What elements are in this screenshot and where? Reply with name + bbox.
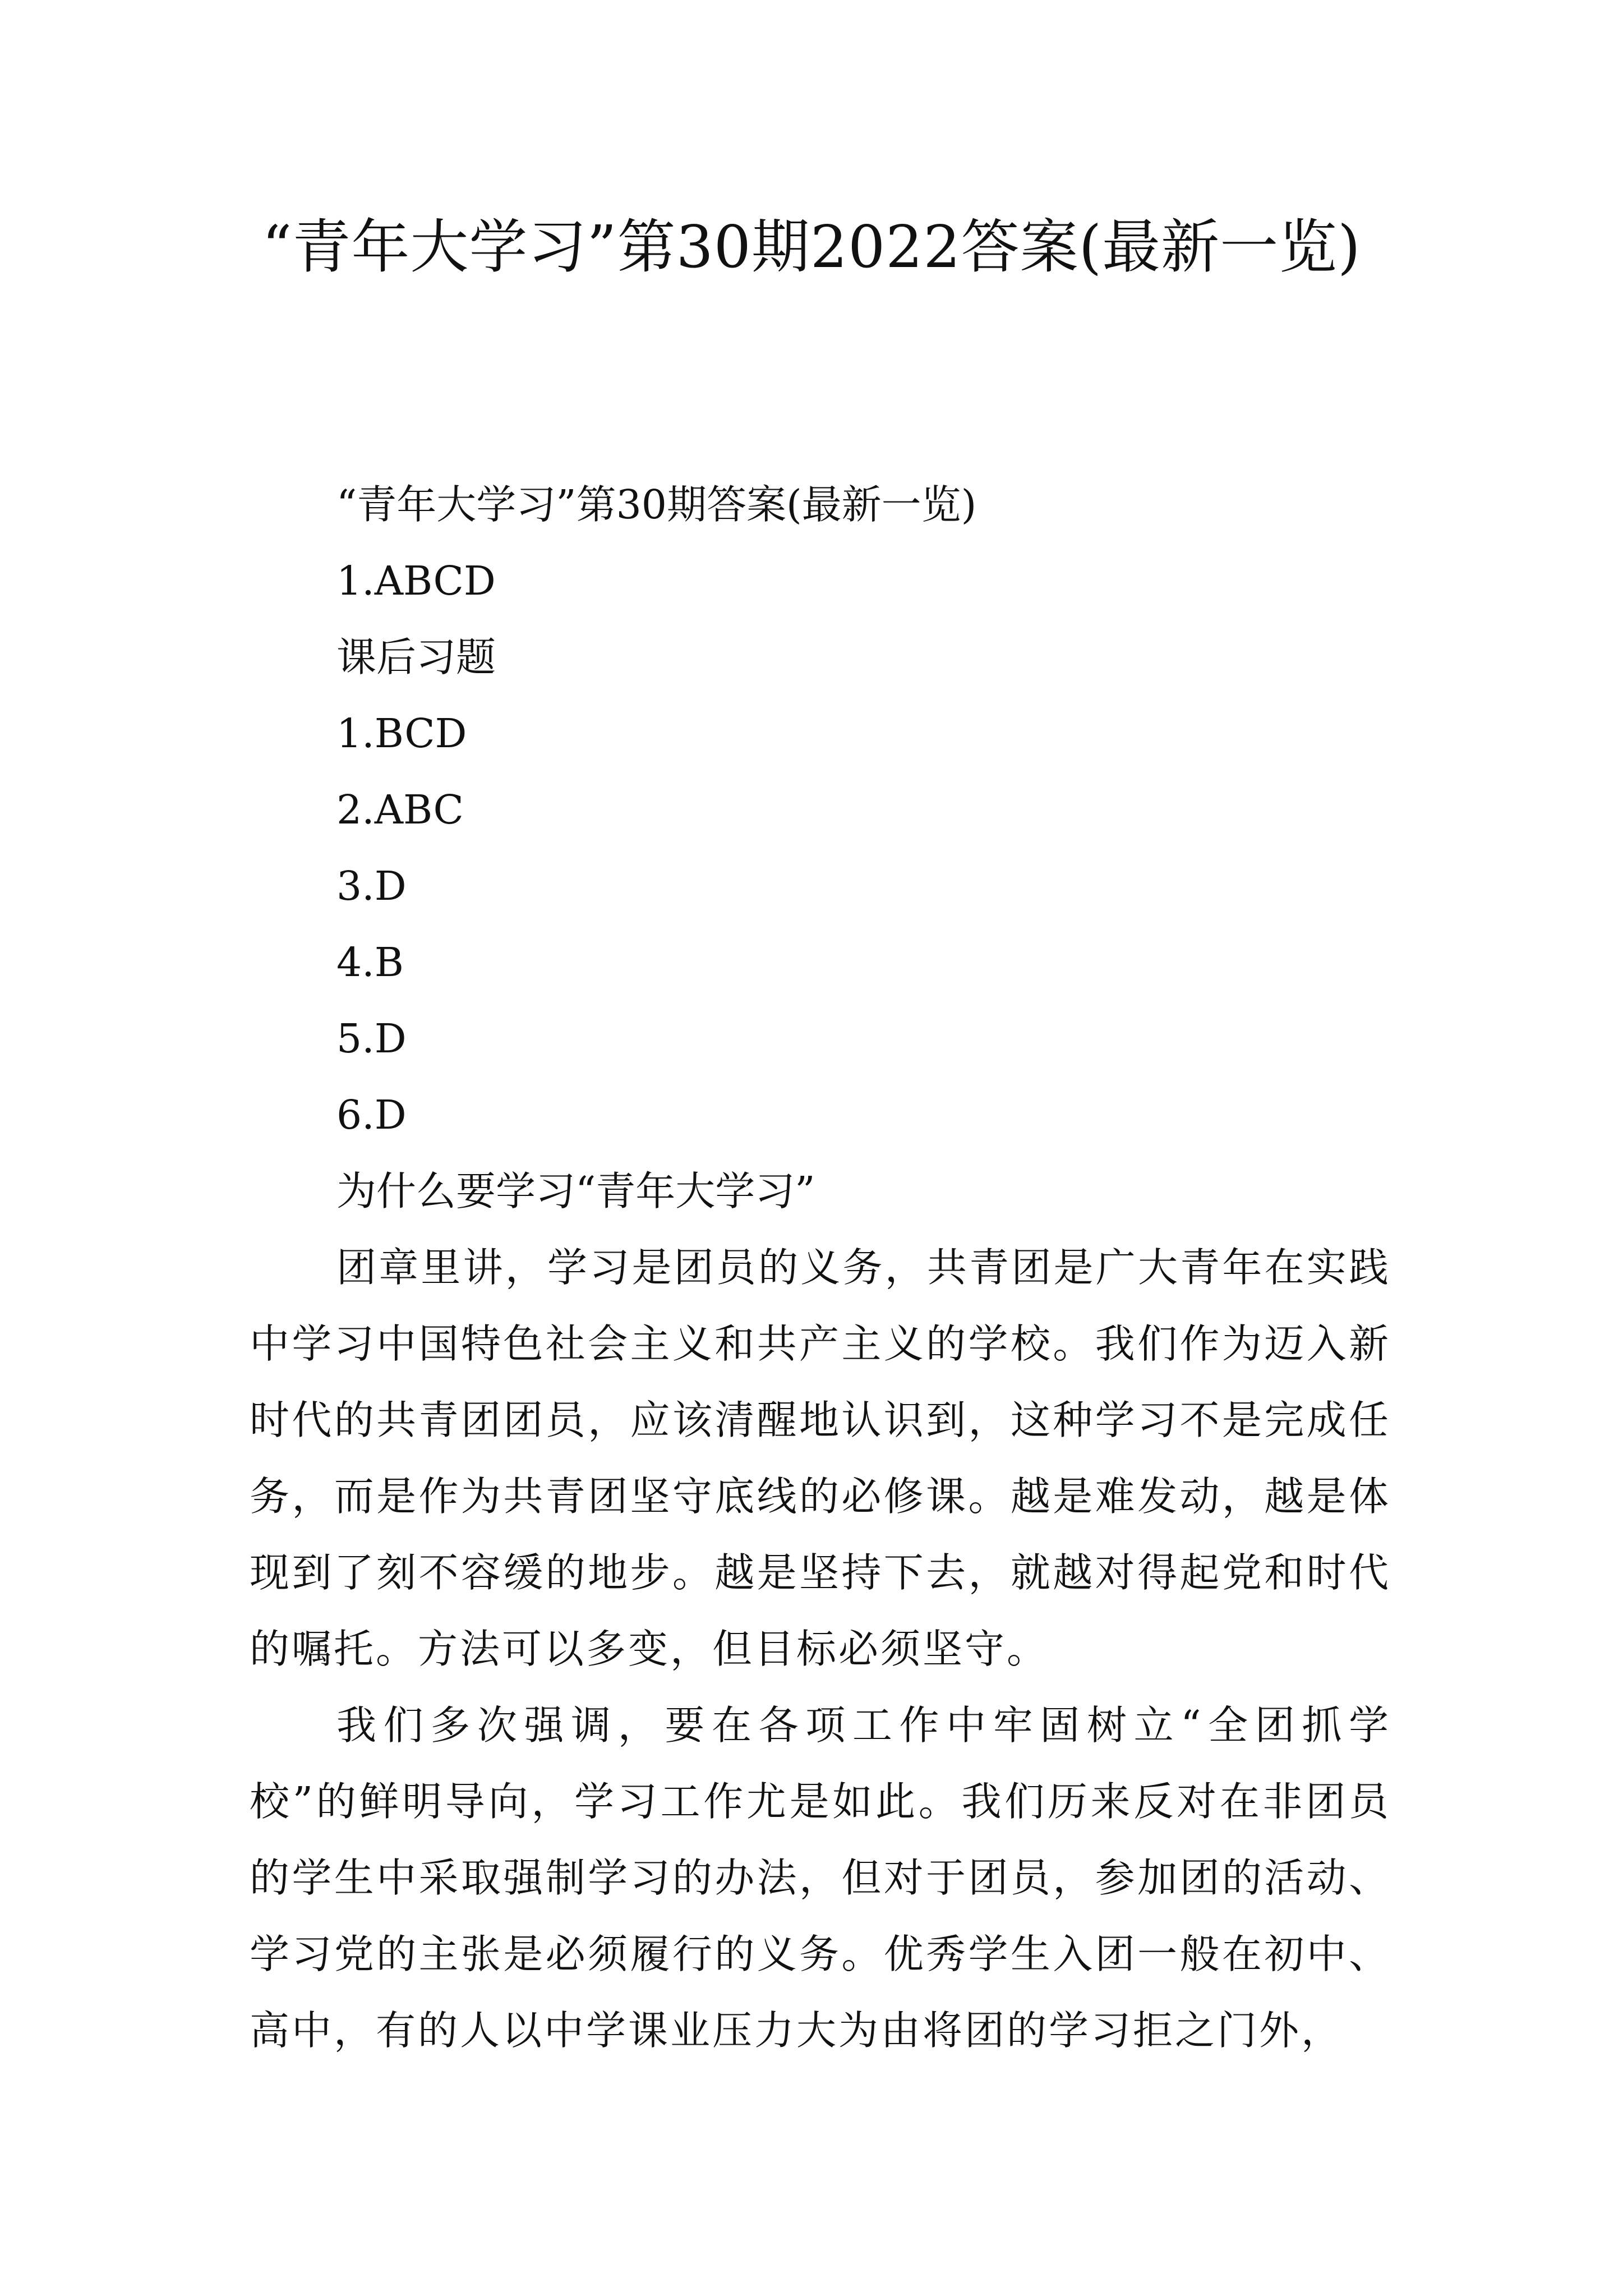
exercise-answer: 4.B: [336, 939, 404, 986]
exercise-answer: 2.ABC: [336, 786, 464, 833]
body-paragraph: 我们多次强调，要在各项工作中牢固树立“全团抓学校”的鲜明导向，学习工作尤是如此。我们历来反对在非团员的学生中采取强制学习的办法，但对于团员，参加团的活动、学习党的主张是必须履行的义务。优秀学生入团一般在初中、高中，有的人以中学课业压力大为由将团的学习拒之门外，: [250, 1702, 1391, 2054]
subtitle: “青年大学习”第30期答案(最新一览): [336, 481, 977, 528]
document-title: “青年大学习”第30期2022答案(最新一览): [262, 213, 1361, 281]
exercise-answer: 5.D: [336, 1015, 407, 1062]
section-label: 课后习题: [336, 634, 496, 680]
document-body: [250, 467, 1391, 2069]
answer-main: 1.ABCD: [336, 558, 496, 604]
exercise-answer: 6.D: [336, 1092, 407, 1138]
exercise-answer: 1.BCD: [336, 710, 467, 757]
exercise-answer: 3.D: [336, 863, 407, 909]
body-paragraph: 团章里讲，学习是团员的义务，共青团是广大青年在实践中学习中国特色社会主义和共产主义的学校。我们作为迈入新时代的共青团团员，应该清醒地认识到，这种学习不是完成任务，而是作为共青团坚守底线的必修课。越是难发动，越是体现到了刻不容缓的地步。越是坚持下去，就越对得起党和时代的嘱托。方法可以多变，但目标必须坚守。: [250, 1244, 1391, 1672]
why-heading: 为什么要学习“青年大学习”: [336, 1168, 815, 1214]
